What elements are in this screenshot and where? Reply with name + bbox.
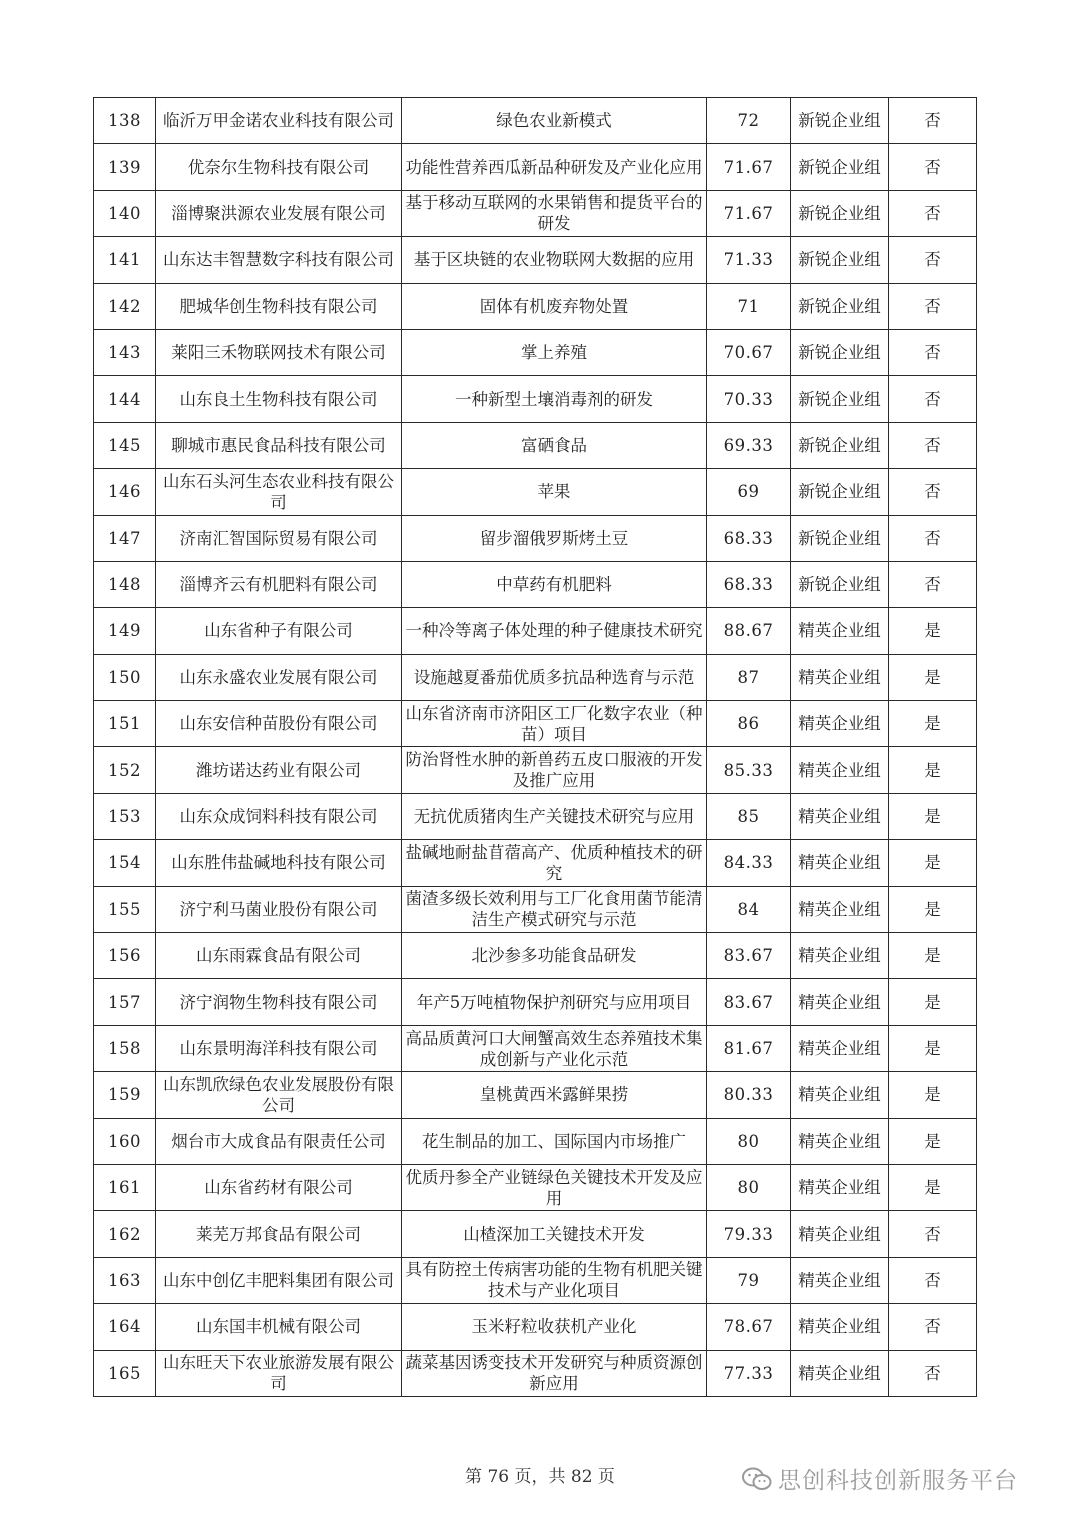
table-row [94, 376, 977, 422]
table-row [94, 329, 977, 375]
score-cell: 80 [707, 1118, 791, 1164]
row-number-cell: 156 [94, 933, 156, 979]
group-name-cell: 精英企业组 [791, 1304, 889, 1350]
selected-flag-cell: 否 [889, 515, 977, 561]
group-name-cell: 新锐企业组 [791, 98, 889, 144]
selected-flag-cell: 否 [889, 190, 977, 236]
project-name-cell: 皇桃黄西米露鲜果捞 [402, 1072, 707, 1118]
score-cell: 83.67 [707, 933, 791, 979]
company-name-cell: 肥城华创生物科技有限公司 [156, 283, 402, 329]
table-row [94, 1164, 977, 1210]
selected-flag-cell: 否 [889, 422, 977, 468]
wechat-icon [742, 1466, 772, 1492]
group-name-cell: 新锐企业组 [791, 469, 889, 515]
selected-flag-cell: 否 [889, 561, 977, 607]
group-name-cell: 精英企业组 [791, 840, 889, 886]
table-row [94, 1118, 977, 1164]
company-name-cell: 淄博聚洪源农业发展有限公司 [156, 190, 402, 236]
score-cell: 85 [707, 793, 791, 839]
selected-flag-cell: 否 [889, 1350, 977, 1396]
project-name-cell: 山东省济南市济阳区工厂化数字农业（种苗）项目 [402, 701, 707, 747]
row-number-cell: 148 [94, 561, 156, 607]
selected-flag-cell: 是 [889, 840, 977, 886]
company-name-cell: 优奈尔生物科技有限公司 [156, 144, 402, 190]
selected-flag-cell: 是 [889, 654, 977, 700]
row-number-cell: 143 [94, 329, 156, 375]
selected-flag-cell: 是 [889, 793, 977, 839]
company-name-cell: 聊城市惠民食品科技有限公司 [156, 422, 402, 468]
row-number-cell: 165 [94, 1350, 156, 1396]
company-name-cell: 济宁利马菌业股份有限公司 [156, 886, 402, 932]
group-name-cell: 精英企业组 [791, 1164, 889, 1210]
selected-flag-cell: 否 [889, 1304, 977, 1350]
table-row [94, 561, 977, 607]
group-name-cell: 精英企业组 [791, 1211, 889, 1257]
project-name-cell: 基于移动互联网的水果销售和提货平台的研发 [402, 190, 707, 236]
project-name-cell: 绿色农业新模式 [402, 98, 707, 144]
table-row [94, 1257, 977, 1303]
selected-flag-cell: 否 [889, 1211, 977, 1257]
selected-flag-cell: 是 [889, 886, 977, 932]
company-name-cell: 山东良土生物科技有限公司 [156, 376, 402, 422]
score-cell: 71.33 [707, 237, 791, 283]
score-cell: 72 [707, 98, 791, 144]
score-cell: 70.33 [707, 376, 791, 422]
row-number-cell: 151 [94, 701, 156, 747]
table-row [94, 98, 977, 144]
group-name-cell: 精英企业组 [791, 608, 889, 654]
group-name-cell: 精英企业组 [791, 1118, 889, 1164]
project-name-cell: 优质丹参全产业链绿色关键技术开发及应用 [402, 1164, 707, 1210]
results-table [93, 97, 977, 1397]
project-name-cell: 高品质黄河口大闸蟹高效生态养殖技术集成创新与产业化示范 [402, 1025, 707, 1071]
score-cell: 78.67 [707, 1304, 791, 1350]
selected-flag-cell: 是 [889, 979, 977, 1025]
group-name-cell: 精英企业组 [791, 701, 889, 747]
score-cell: 77.33 [707, 1350, 791, 1396]
company-name-cell: 临沂万甲金诺农业科技有限公司 [156, 98, 402, 144]
score-cell: 68.33 [707, 515, 791, 561]
company-name-cell: 济宁润物生物科技有限公司 [156, 979, 402, 1025]
table-row [94, 654, 977, 700]
selected-flag-cell: 否 [889, 144, 977, 190]
group-name-cell: 新锐企业组 [791, 422, 889, 468]
row-number-cell: 155 [94, 886, 156, 932]
score-cell: 81.67 [707, 1025, 791, 1071]
row-number-cell: 163 [94, 1257, 156, 1303]
score-cell: 79.33 [707, 1211, 791, 1257]
company-name-cell: 淄博齐云有机肥料有限公司 [156, 561, 402, 607]
score-cell: 83.67 [707, 979, 791, 1025]
table-row [94, 933, 977, 979]
watermark [742, 1462, 1018, 1495]
selected-flag-cell: 是 [889, 701, 977, 747]
group-name-cell: 新锐企业组 [791, 144, 889, 190]
company-name-cell: 山东中创亿丰肥料集团有限公司 [156, 1257, 402, 1303]
company-name-cell: 山东省药材有限公司 [156, 1164, 402, 1210]
project-name-cell: 蔬菜基因诱变技术开发研究与种质资源创新应用 [402, 1350, 707, 1396]
table-row [94, 701, 977, 747]
project-name-cell: 一种冷等离子体处理的种子健康技术研究 [402, 608, 707, 654]
table-row [94, 1211, 977, 1257]
score-cell: 79 [707, 1257, 791, 1303]
score-cell: 87 [707, 654, 791, 700]
group-name-cell: 精英企业组 [791, 979, 889, 1025]
project-name-cell: 玉米籽粒收获机产业化 [402, 1304, 707, 1350]
project-name-cell: 盐碱地耐盐苜蓿高产、优质种植技术的研究 [402, 840, 707, 886]
group-name-cell: 精英企业组 [791, 1072, 889, 1118]
selected-flag-cell: 是 [889, 747, 977, 793]
group-name-cell: 新锐企业组 [791, 561, 889, 607]
project-name-cell: 具有防控土传病害功能的生物有机肥关键技术与产业化项目 [402, 1257, 707, 1303]
company-name-cell: 山东雨霖食品有限公司 [156, 933, 402, 979]
project-name-cell: 留步溜俄罗斯烤土豆 [402, 515, 707, 561]
table-row [94, 1072, 977, 1118]
company-name-cell: 山东达丰智慧数字科技有限公司 [156, 237, 402, 283]
row-number-cell: 160 [94, 1118, 156, 1164]
selected-flag-cell: 是 [889, 1025, 977, 1071]
project-name-cell: 防治肾性水肿的新兽药五皮口服液的开发及推广应用 [402, 747, 707, 793]
selected-flag-cell: 否 [889, 1257, 977, 1303]
group-name-cell: 精英企业组 [791, 933, 889, 979]
group-name-cell: 精英企业组 [791, 1025, 889, 1071]
project-name-cell: 北沙参多功能食品研发 [402, 933, 707, 979]
selected-flag-cell: 是 [889, 1164, 977, 1210]
score-cell: 86 [707, 701, 791, 747]
group-name-cell: 精英企业组 [791, 793, 889, 839]
project-name-cell: 掌上养殖 [402, 329, 707, 375]
company-name-cell: 山东旺天下农业旅游发展有限公司 [156, 1350, 402, 1396]
table-row [94, 608, 977, 654]
score-cell: 71.67 [707, 144, 791, 190]
row-number-cell: 149 [94, 608, 156, 654]
score-cell: 71.67 [707, 190, 791, 236]
row-number-cell: 164 [94, 1304, 156, 1350]
row-number-cell: 157 [94, 979, 156, 1025]
score-cell: 84.33 [707, 840, 791, 886]
company-name-cell: 山东国丰机械有限公司 [156, 1304, 402, 1350]
score-cell: 69 [707, 469, 791, 515]
group-name-cell: 新锐企业组 [791, 283, 889, 329]
table-row [94, 1025, 977, 1071]
table-row [94, 469, 977, 515]
row-number-cell: 144 [94, 376, 156, 422]
company-name-cell: 烟台市大成食品有限责任公司 [156, 1118, 402, 1164]
project-name-cell: 基于区块链的农业物联网大数据的应用 [402, 237, 707, 283]
project-name-cell: 年产5万吨植物保护剂研究与应用项目 [402, 979, 707, 1025]
score-cell: 85.33 [707, 747, 791, 793]
project-name-cell: 山楂深加工关键技术开发 [402, 1211, 707, 1257]
company-name-cell: 山东凯欣绿色农业发展股份有限公司 [156, 1072, 402, 1118]
table-row [94, 979, 977, 1025]
project-name-cell: 花生制品的加工、国际国内市场推广 [402, 1118, 707, 1164]
company-name-cell: 山东景明海洋科技有限公司 [156, 1025, 402, 1071]
company-name-cell: 莱芜万邦食品有限公司 [156, 1211, 402, 1257]
score-cell: 70.67 [707, 329, 791, 375]
project-name-cell: 固体有机废弃物处置 [402, 283, 707, 329]
row-number-cell: 145 [94, 422, 156, 468]
selected-flag-cell: 否 [889, 329, 977, 375]
project-name-cell: 富硒食品 [402, 422, 707, 468]
group-name-cell: 精英企业组 [791, 1350, 889, 1396]
project-name-cell: 中草药有机肥料 [402, 561, 707, 607]
group-name-cell: 新锐企业组 [791, 515, 889, 561]
selected-flag-cell: 是 [889, 1072, 977, 1118]
group-name-cell: 新锐企业组 [791, 237, 889, 283]
row-number-cell: 153 [94, 793, 156, 839]
company-name-cell: 山东胜伟盐碱地科技有限公司 [156, 840, 402, 886]
company-name-cell: 济南汇智国际贸易有限公司 [156, 515, 402, 561]
row-number-cell: 142 [94, 283, 156, 329]
row-number-cell: 141 [94, 237, 156, 283]
row-number-cell: 162 [94, 1211, 156, 1257]
project-name-cell: 一种新型土壤消毒剂的研发 [402, 376, 707, 422]
group-name-cell: 新锐企业组 [791, 190, 889, 236]
selected-flag-cell: 是 [889, 933, 977, 979]
company-name-cell: 山东石头河生态农业科技有限公司 [156, 469, 402, 515]
table-row [94, 840, 977, 886]
row-number-cell: 147 [94, 515, 156, 561]
group-name-cell: 新锐企业组 [791, 329, 889, 375]
group-name-cell: 精英企业组 [791, 1257, 889, 1303]
group-name-cell: 精英企业组 [791, 747, 889, 793]
selected-flag-cell: 是 [889, 608, 977, 654]
score-cell: 68.33 [707, 561, 791, 607]
score-cell: 80.33 [707, 1072, 791, 1118]
table-row [94, 747, 977, 793]
company-name-cell: 山东永盛农业发展有限公司 [156, 654, 402, 700]
company-name-cell: 山东安信种苗股份有限公司 [156, 701, 402, 747]
group-name-cell: 新锐企业组 [791, 376, 889, 422]
project-name-cell: 菌渣多级长效利用与工厂化食用菌节能清洁生产模式研究与示范 [402, 886, 707, 932]
table-row [94, 237, 977, 283]
company-name-cell: 潍坊诺达药业有限公司 [156, 747, 402, 793]
table-row [94, 1304, 977, 1350]
selected-flag-cell: 否 [889, 283, 977, 329]
table-row [94, 144, 977, 190]
row-number-cell: 159 [94, 1072, 156, 1118]
selected-flag-cell: 否 [889, 237, 977, 283]
group-name-cell: 精英企业组 [791, 654, 889, 700]
table-row [94, 793, 977, 839]
table-row [94, 422, 977, 468]
company-name-cell: 山东省种子有限公司 [156, 608, 402, 654]
row-number-cell: 140 [94, 190, 156, 236]
table-body [94, 98, 977, 1397]
project-name-cell: 功能性营养西瓜新品种研发及产业化应用 [402, 144, 707, 190]
row-number-cell: 150 [94, 654, 156, 700]
row-number-cell: 152 [94, 747, 156, 793]
selected-flag-cell: 否 [889, 469, 977, 515]
score-cell: 80 [707, 1164, 791, 1210]
table-row [94, 886, 977, 932]
selected-flag-cell: 否 [889, 376, 977, 422]
table-row [94, 190, 977, 236]
table-row [94, 515, 977, 561]
company-name-cell: 山东众成饲料科技有限公司 [156, 793, 402, 839]
selected-flag-cell: 否 [889, 98, 977, 144]
row-number-cell: 161 [94, 1164, 156, 1210]
row-number-cell: 154 [94, 840, 156, 886]
project-name-cell: 设施越夏番茄优质多抗品种选育与示范 [402, 654, 707, 700]
project-name-cell: 苹果 [402, 469, 707, 515]
table-row [94, 1350, 977, 1396]
row-number-cell: 158 [94, 1025, 156, 1071]
project-name-cell: 无抗优质猪肉生产关键技术研究与应用 [402, 793, 707, 839]
table-row [94, 283, 977, 329]
watermark-text: 思创科技创新服务平台 [778, 1468, 1018, 1494]
group-name-cell: 精英企业组 [791, 886, 889, 932]
page-footer: 第 76 页，共 82 页 [465, 1467, 615, 1487]
score-cell: 88.67 [707, 608, 791, 654]
score-cell: 84 [707, 886, 791, 932]
score-cell: 69.33 [707, 422, 791, 468]
row-number-cell: 139 [94, 144, 156, 190]
row-number-cell: 138 [94, 98, 156, 144]
selected-flag-cell: 是 [889, 1118, 977, 1164]
company-name-cell: 莱阳三禾物联网技术有限公司 [156, 329, 402, 375]
row-number-cell: 146 [94, 469, 156, 515]
score-cell: 71 [707, 283, 791, 329]
